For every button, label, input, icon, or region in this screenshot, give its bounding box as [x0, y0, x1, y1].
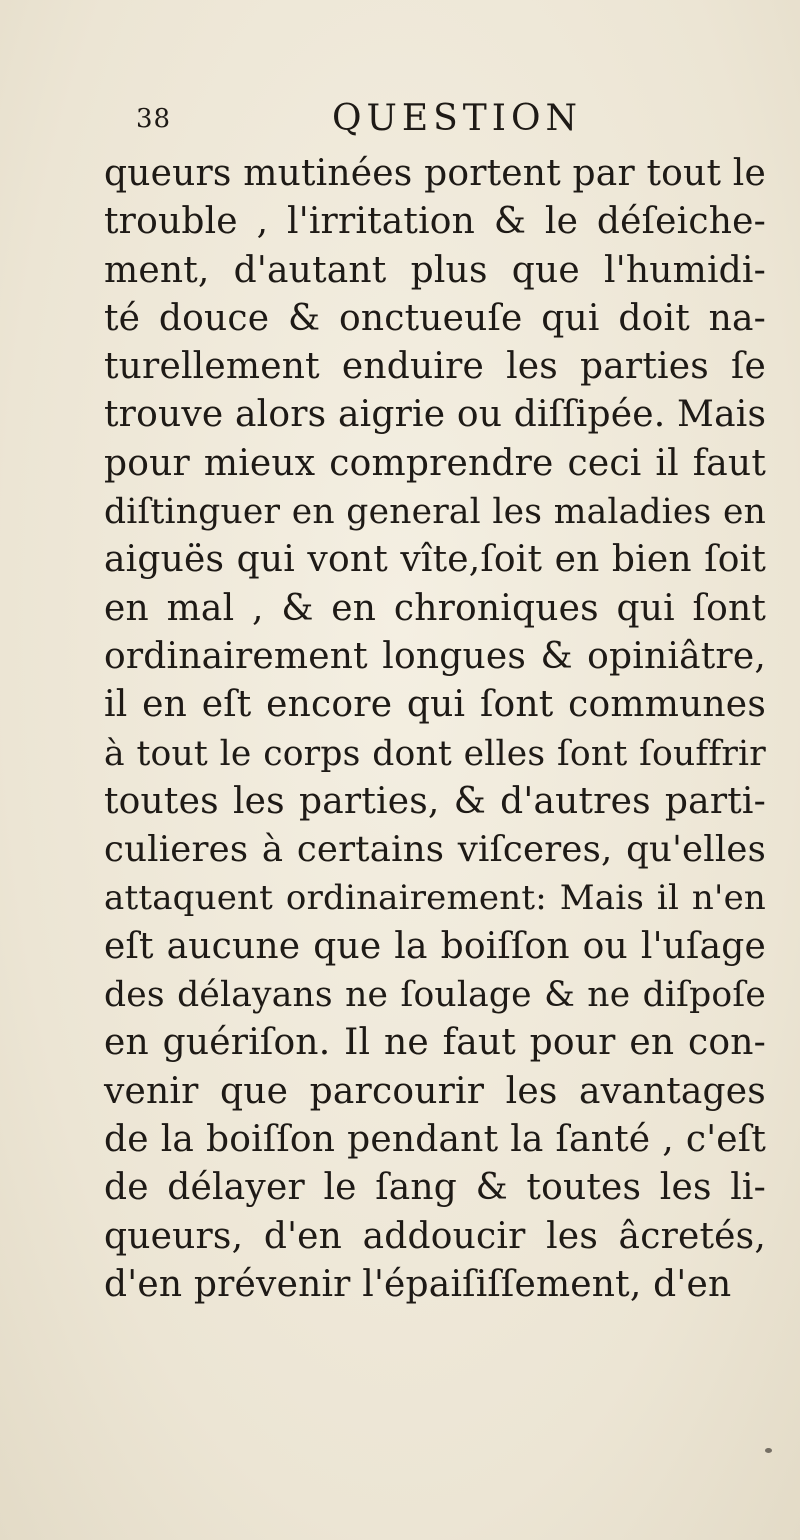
ink-speck [765, 1448, 772, 1453]
text-line: queurs mutinées portent par tout le [104, 153, 766, 194]
text-line: aiguës qui vont vîte,ſoit en bien ſoit [104, 539, 766, 581]
text-line: trouble , l'irritation & le déſeiche- [104, 201, 766, 243]
text-line: de délayer le ſang & toutes les li- [104, 1167, 766, 1209]
text-line: ordinairement longues & opiniâtre, [104, 635, 766, 677]
text-line: culieres à certains viſceres, qu'elles [104, 829, 766, 871]
text-line: diſtinguer en general les maladies en [104, 492, 766, 533]
body-text [104, 150, 766, 1309]
text-line: en guériſon. Il ne faut pour en con- [104, 1022, 766, 1064]
text-line: ment, d'autant plus que l'humidi- [104, 249, 766, 291]
text-line: toutes les parties, & d'autres parti- [104, 780, 766, 822]
running-title: QUESTION [332, 98, 583, 139]
text-line: venir que parcourir les avantages [104, 1070, 766, 1112]
text-line: queurs, d'en addoucir les âcretés, [104, 1215, 766, 1257]
text-line: pour mieux comprendre ceci il faut [104, 442, 766, 484]
text-line: à tout le corps dont elles ſont ſouffrir [104, 733, 766, 774]
text-line: trouve alors aigrie ou diſſipée. Mais [104, 394, 767, 436]
text-line: d'en prévenir l'épaiſiſſement, d'en [104, 1263, 732, 1305]
text-line: en mal , & en chroniques qui ſont [104, 587, 766, 629]
text-line: de la boiſſon pendant la ſanté , c'eſt [104, 1118, 766, 1160]
page-header [0, 98, 800, 148]
text-line: té douce & onctueuſe qui doit na- [104, 297, 766, 339]
text-line: attaquent ordinairement: Mais il n'en [104, 878, 766, 919]
text-line: turellement enduire les parties ſe [104, 346, 766, 388]
text-line: des délayans ne ſoulage & ne diſpoſe [104, 975, 766, 1016]
text-line: eſt aucune que la boiſſon ou l'uſage [104, 925, 766, 967]
text-line: il en eſt encore qui ſont communes [104, 684, 766, 726]
page-number: 38 [136, 104, 172, 134]
